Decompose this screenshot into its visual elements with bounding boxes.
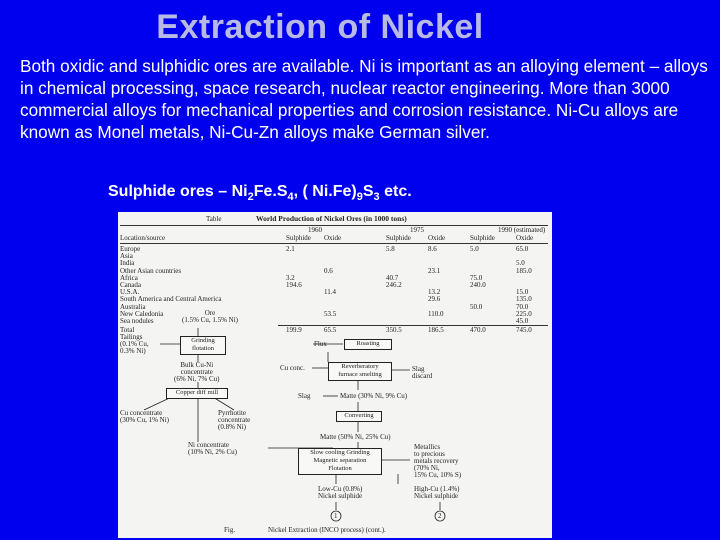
table-cell: 199.9 [286,326,302,335]
table-row-label: U.S.A. [120,288,140,297]
figure-label: Fig. [224,526,236,534]
year-1975: 1975 [410,226,424,234]
flow-slag-discard: Slag discard [412,365,433,380]
flow-cu-concentrate: Cu concentrate (30% Cu, 1% Ni) [120,409,169,424]
table-cell: 40.7 [386,273,399,282]
table-cell: 110.0 [428,309,444,318]
table-row-label: Total [120,326,135,335]
year-1990: 1990 (estimated) [498,226,546,234]
flow-ore: Ore (1.5% Cu, 1.5% Ni) [182,309,238,324]
table-cell: 65.5 [324,326,337,335]
table-cell: 23.1 [428,266,441,275]
table-row-label: Canada [120,281,141,289]
table-cell: 135.0 [516,295,532,304]
flow-tailings: Tailings (0.1% Cu, 0.3% Ni) [120,333,149,355]
flow-pyrrhotite: Pyrrhotite concentrate (0.8% Ni) [218,409,251,431]
flow-slow-cooling-box: Slow cooling Grinding Magnetic separation Flotation [298,448,382,475]
table-cell: 53.5 [324,309,337,318]
table-cell: 50.0 [470,302,483,311]
table-cell: 75.0 [470,273,483,282]
flow-matte-1: Matte (30% Ni, 9% Cu) [340,392,408,400]
table-row-label: Europe [120,245,141,253]
ores-mid-3: S [362,183,374,200]
flow-roasting-box: Roasting [344,339,392,350]
table-row-label: Asia [120,252,133,261]
table-cell: 13.2 [428,288,441,297]
ores-sub-4: 3 [373,191,380,204]
table-cell: 3.2 [286,273,295,282]
table-cell: 2.1 [286,245,295,253]
table-cell: 5.8 [386,245,395,253]
sub-header-6: Oxide [516,234,534,242]
flow-bulk: Bulk Cu-Ni concentrate (6% Ni, 7% Cu) [174,361,220,383]
table-cell: 350.5 [386,326,402,335]
flow-metallics: Metallics to precious metals recovery (70% Ni, 15% Cu, 10% S) [414,443,462,479]
table-cell: 745.0 [516,326,532,335]
table-cell: 65.0 [516,245,529,253]
table-cell: 0.6 [324,266,333,275]
table-cell: 194.6 [286,281,302,289]
flow-reverberatory-box: Reverberatory furnace smelting [328,362,392,381]
ores-sub-2: 4 [287,191,294,204]
sub-header-2: Oxide [324,234,342,242]
flow-cu-conc-2: Cu conc. [280,364,305,372]
scanned-figure [118,212,552,538]
table-cell: 29.6 [428,295,441,304]
ores-mid-1: Fe.S [253,183,288,200]
table-cell: 470.0 [470,326,486,335]
flow-sulphide-right: High-Cu (1.4%) Nickel sulphide [414,485,460,500]
table-row-label: Other Asian countries [120,266,182,275]
table-row-label: Sea nodules [120,317,154,325]
table-cell: 246.2 [386,281,402,289]
table-row-label: India [120,259,135,268]
sub-header-4: Oxide [428,234,446,242]
location-header: Location/source [120,234,166,242]
sub-header-1: Sulphide [286,234,311,242]
slide-title: Extraction of Nickel [156,8,484,46]
ores-sub-1: 2 [247,191,254,204]
flow-flux: Flux [314,340,327,348]
ores-mid-2: , ( Ni.Fe) [293,183,357,200]
table-cell: 225.0 [516,309,532,318]
table-cell: 15.0 [516,288,529,297]
flow-converting-box: Converting [336,411,382,422]
flow-copper-mill-box: Copper diff mill [166,388,228,399]
table-label: Table [206,215,222,223]
ores-suffix: etc. [379,183,412,200]
table-cell: 8.6 [428,245,437,253]
flow-grinding-box: Grinding flotation [180,336,226,355]
flow-node-2: 2 [438,512,442,520]
sub-header-3: Sulphide [386,234,411,242]
table-cell: 185.0 [516,266,532,275]
ores-sub-3: 9 [356,191,363,204]
table-cell: 5.0 [516,259,525,268]
table-cell: 186.5 [428,326,444,335]
table-cell: 11.4 [324,288,336,297]
sulphide-ores-line [108,183,412,203]
table-cell: 240.0 [470,281,486,289]
table-cell: 45.0 [516,317,529,325]
flow-ni-concentrate: Ni concentrate (10% Ni, 2% Cu) [188,441,237,456]
flow-matte-2: Matte (50% Ni, 25% Cu) [320,433,391,441]
table-row-label: Australia [120,302,146,311]
ores-prefix: Sulphide ores – Ni [108,183,248,200]
flow-slag: Slag [298,392,311,400]
table-row-label: South America and Central America [120,295,222,304]
flow-sulphide-left: Low-Cu (0.8%) Nickel sulphide [318,485,363,500]
table-title: World Production of Nickel Ores (in 1000 tons) [256,214,407,223]
year-1960: 1960 [308,226,322,234]
table-row-label: Africa [120,273,138,282]
slide-paragraph: Both oxidic and sulphidic ores are available. Ni is important as an alloying element – alloys in chemical processing, space research, nuclear reactor engineering. More than 3000 commercial alloys for mechanical properties and corrosion resistance. Ni-Cu alloys are known as Monel metals, Ni-Cu-Zn alloys make German silver. [20,56,708,142]
sub-header-5: Sulphide [470,234,495,242]
flow-node-1: 1 [334,512,338,520]
figure-caption: Nickel Extraction (INCO process) (cont.). [268,526,386,534]
table-row-label: New Caledonia [120,309,164,318]
table-cell: 70.0 [516,302,529,311]
table-cell: 5.0 [470,245,479,253]
